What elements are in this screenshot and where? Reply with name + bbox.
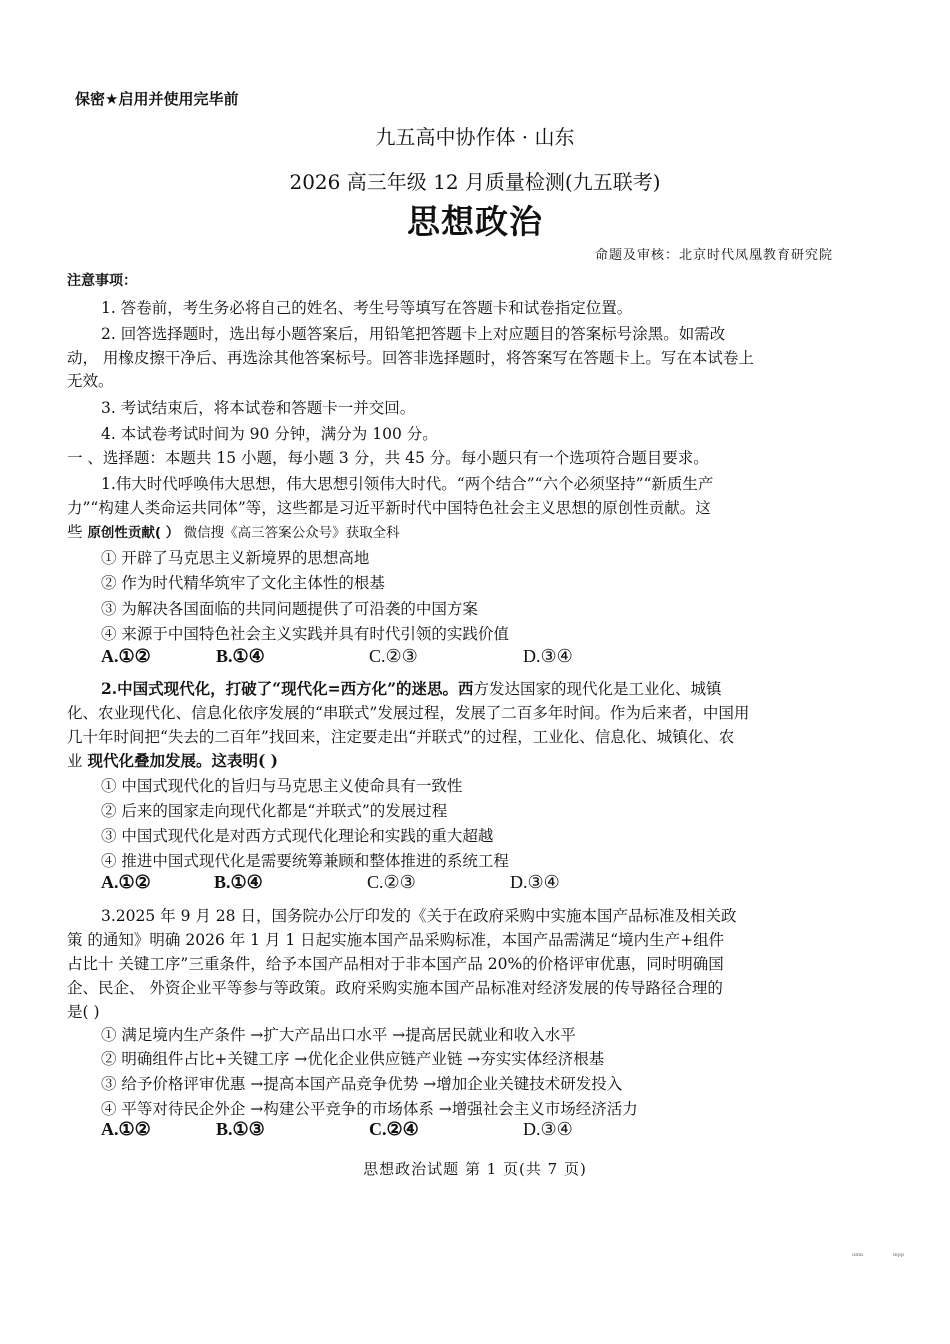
q2-option-3: ③ 中国式现代化是对西方式现代化理论和实践的重大超越 <box>101 827 494 845</box>
q3-line-1: 3.2025 年 9 月 28 日，国务院办公厅印发的《关于在政府采购中实施本国产品标准及相关政 <box>101 907 737 925</box>
q1-line-2: 力”“构建人类命运共同体”等，这些都是习近平新时代中国特色社会主义思想的原创性贡献。这 <box>67 499 711 517</box>
q2-line-4-start: 业 <box>67 752 88 770</box>
notes-heading: 注意事项： <box>67 273 137 289</box>
note-2-line-2: 动， 用橡皮擦干净后、再选涂其他答案标号。回答非选择题时，将答案写在答题卡上。写在本试卷上 <box>67 349 754 367</box>
q1-option-3: ③ 为解决各国面临的共同问题提供了可沿袭的中国方案 <box>101 600 478 618</box>
confidential-label: 保密★启用并使用完毕前 <box>75 90 239 108</box>
corner-mark-right: mpp <box>893 1252 905 1258</box>
q2-line-1 <box>101 677 881 699</box>
q1-option-1: ① 开辟了马克思主义新境界的思想高地 <box>101 549 370 567</box>
q3-option-2: ② 明确组件占比+关键工序 →优化企业供应链产业链 →夯实实体经济根基 <box>101 1050 605 1068</box>
exam-title: 2026 高三年级 12 月质量检测(九五联考) <box>289 170 661 194</box>
q1-choice-c: C.②③ <box>369 646 418 666</box>
q3-choice-a: A.①② <box>101 1119 151 1139</box>
q1-choice-d: D.③④ <box>523 646 573 666</box>
exam-organizer: 九五高中协作体 · 山东 <box>375 125 575 149</box>
q3-option-3: ③ 给予价格评审优惠 →提高本国产品竞争优势 →增加企业关键技术研发投入 <box>101 1075 623 1093</box>
subject-title: 思想政治 <box>407 202 543 241</box>
q1-option-4: ④ 来源于中国特色社会主义实践并具有时代引领的实践价值 <box>101 625 509 643</box>
note-4: 4. 本试卷考试时间为 90 分钟，满分为 100 分。 <box>101 425 438 443</box>
q3-line-2: 策 的通知》明确 2026 年 1 月 1 日起实施本国产品采购标准，本国产品需满足“境内生产+组件 <box>67 931 725 949</box>
q1-choice-a: A.①② <box>101 646 151 666</box>
corner-mark-left: umn <box>852 1252 864 1258</box>
q3-choice-b: B.①③ <box>216 1119 265 1139</box>
q2-choice-c: C.②③ <box>367 872 416 892</box>
q3-line-3: 占比十 关键工序”三重条件，给予本国产品相对于非本国产品 20%的价格评审优惠，同时明确国 <box>67 955 724 973</box>
note-3: 3. 考试结束后，将本试卷和答题卡一并交回。 <box>101 399 416 417</box>
note-2-line-1: 2. 回答选择题时，选出每小题答案后，用铅笔把答题卡上对应题目的答案标号涂黑。如需改 <box>101 325 726 343</box>
q1-choice-b: B.①④ <box>216 646 265 666</box>
note-1: 1. 答卷前，考生务必将自己的姓名、考生号等填写在答题卡和试卷指定位置。 <box>101 299 633 317</box>
author-line: 命题及审核：北京时代凤凰教育研究院 <box>594 248 833 263</box>
q2-line-2: 化、农业现代化、信息化依序发展的“串联式”发展过程，发展了二百多年时间。作为后来者，中国用 <box>67 704 750 722</box>
q2-choice-a: A.①② <box>101 872 151 892</box>
q1-line-1: 1.伟大时代呼唤伟大思想，伟大思想引领伟大时代。“两个结合”“六个必须坚持”“新质生产 <box>101 475 714 493</box>
q1-option-2: ② 作为时代精华筑牢了文化主体性的根基 <box>101 574 385 592</box>
q2-line-3: 几十年时间把“失去的二百年”找回来，注定要走出“并联式”的过程，工业化、信息化、城镇化、农 <box>67 728 735 746</box>
q2-line-4 <box>67 749 847 771</box>
q2-stem-rest: 方发达国家的现代化是工业化、城镇 <box>473 680 722 698</box>
q3-choice-c: C.②④ <box>369 1119 419 1139</box>
q3-option-1: ① 满足境内生产条件 →扩大产品出口水平 →提高居民就业和收入水平 <box>101 1026 576 1044</box>
q2-stem-end: 现代化叠加发展。这表明( ) <box>87 751 279 770</box>
q3-choice-d: D.③④ <box>523 1119 573 1139</box>
note-2-line-3: 无效。 <box>67 372 114 390</box>
q1-note: 微信搜《高三答案公众号》获取全科 <box>179 525 400 541</box>
page-footer: 思想政治试题 第 1 页(共 7 页) <box>363 1160 587 1178</box>
q2-option-1: ① 中国式现代化的旨归与马克思主义使命具有一致性 <box>101 777 463 795</box>
q3-option-4: ④ 平等对待民企外企 →构建公平竞争的市场体系 →增强社会主义市场经济活力 <box>101 1100 638 1118</box>
q2-choice-b: B.①④ <box>214 872 263 892</box>
q2-option-4: ④ 推进中国式现代化是需要统筹兼顾和整体推进的系统工程 <box>101 852 509 870</box>
q3-line-4: 企、民企、 外资企业平等参与等政策。政府采购实施本国产品标准对经济发展的传导路径合理的 <box>67 979 723 997</box>
q2-option-2: ② 后来的国家走向现代化都是“并联式”的发展过程 <box>101 802 448 820</box>
q2-choice-d: D.③④ <box>510 872 560 892</box>
q1-line-3-start: 些 <box>67 523 88 541</box>
section-heading: 一 、选择题：本题共 15 小题，每小题 3 分，共 45 分。每小题只有一个选项符合题目要求。 <box>67 449 709 467</box>
q1-line-3 <box>67 520 847 542</box>
q3-line-5: 是( ) <box>67 1003 100 1021</box>
q2-stem-bold: 2.中国式现代化，打破了“现代化=西方化”的迷思。西 <box>101 679 474 698</box>
q1-stem-end: 原创性贡献( ） <box>87 525 180 541</box>
